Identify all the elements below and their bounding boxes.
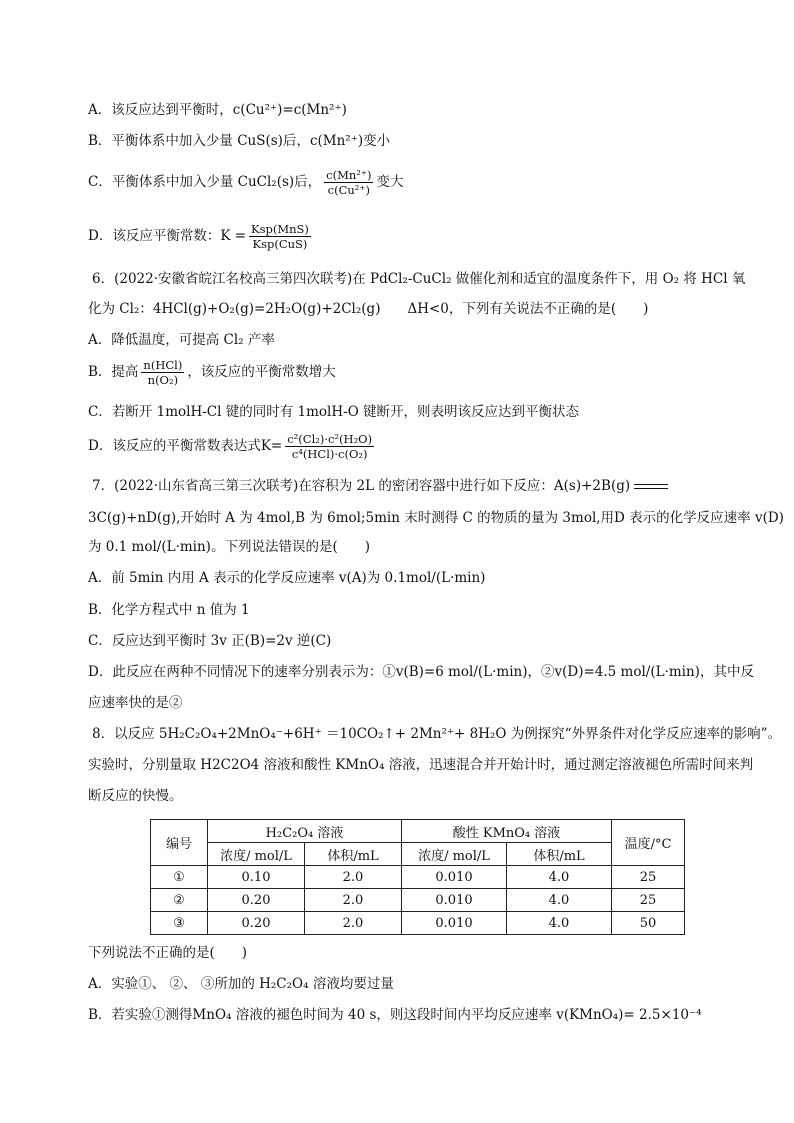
q6-option-d bbox=[88, 432, 377, 461]
q8-stem-line1: 8．以反应 5H₂C₂O₄+2MnO₄⁻+6H⁺ ＝10CO₂↑+ 2Mn²⁺+ 8H₂O 为例探究“外界条件对化学反应速率的影响”。 bbox=[92, 726, 782, 742]
equilibrium-arrow-icon bbox=[634, 483, 668, 491]
q5-option-c-tail: 变大 bbox=[376, 174, 404, 190]
q8-option-a: A．实验①、 ②、 ③所加的 H₂C₂O₄ 溶液均要过量 bbox=[88, 976, 394, 992]
table-cell: 0.10 bbox=[208, 866, 305, 889]
table-cell: 4.0 bbox=[507, 889, 612, 912]
table-subheader-conc: 浓度/ mol/L bbox=[208, 843, 305, 866]
q8-option-b: B．若实验①测得MnO₄ 溶液的褪色时间为 40 s，则这段时间内平均反应速率 v(KMnO₄)= 2.5×10⁻⁴ bbox=[88, 1007, 702, 1023]
q6-stem-line2: 化为 Cl₂：4HCl(g)+O₂(g)=2H₂O(g)+2Cl₂(g) ΔH<0，下列有关说法不正确的是( ) bbox=[88, 301, 649, 317]
table-subheader-row bbox=[151, 843, 685, 866]
fraction-denominator: c(Cu²⁺) bbox=[327, 183, 370, 197]
table-cell: 0.20 bbox=[208, 912, 305, 935]
table-header-temperature: 温度/°C bbox=[612, 820, 685, 866]
table-cell: 4.0 bbox=[507, 912, 612, 935]
table-cell: 0.010 bbox=[402, 912, 507, 935]
table-subheader-vol: 体积/mL bbox=[507, 843, 612, 866]
table-cell: 25 bbox=[612, 866, 685, 889]
q5-option-b: B．平衡体系中加入少量 CuS(s)后，c(Mn²⁺)变小 bbox=[88, 133, 391, 149]
q8-stem-line2: 实验时，分别量取 H2C2O4 溶液和酸性 KMnO₄ 溶液，迅速混合并开始计时，通过测定溶液褪色所需时间来判 bbox=[88, 757, 754, 773]
q6-option-c: C．若断开 1molH-Cl 键的同时有 1molH-O 键断开，则表明该反应达到平衡状态 bbox=[88, 404, 580, 420]
q7-option-a: A．前 5min 内用 A 表示的化学反应速率 v(A)为 0.1mol/(L·min) bbox=[88, 570, 486, 586]
q5-option-d bbox=[88, 222, 314, 251]
q6-option-b-fraction bbox=[141, 358, 184, 387]
table-cell-id: ② bbox=[151, 889, 208, 912]
q6-option-a: A．降低温度，可提高 Cl₂ 产率 bbox=[88, 332, 275, 348]
table-subheader-vol: 体积/mL bbox=[305, 843, 402, 866]
table-header-kmno4: 酸性 KMnO₄ 溶液 bbox=[402, 820, 612, 843]
table-row bbox=[151, 889, 685, 912]
table-cell: 25 bbox=[612, 889, 685, 912]
q5-option-a: A．该反应达到平衡时，c(Cu²⁺)=c(Mn²⁺) bbox=[88, 102, 347, 118]
q6-option-b bbox=[88, 358, 336, 387]
fraction-numerator: n(HCl) bbox=[143, 358, 183, 372]
table-cell: 2.0 bbox=[305, 912, 402, 935]
fraction-numerator: c²(Cl₂)·c²(H₂O) bbox=[287, 432, 373, 446]
table-subheader-conc: 浓度/ mol/L bbox=[402, 843, 507, 866]
table-cell: 2.0 bbox=[305, 889, 402, 912]
table-cell: 0.010 bbox=[402, 889, 507, 912]
q7-stem-line2: 3C(g)+nD(g),开始时 A 为 4mol,B 为 6mol;5min 末时测得 C 的物质的量为 3mol,用D 表示的化学反应速率 v(D) bbox=[88, 510, 784, 526]
experiment-table bbox=[150, 819, 685, 935]
q6-option-d-fraction bbox=[285, 432, 374, 461]
table-cell-id: ① bbox=[151, 866, 208, 889]
q7-stem-line3: 为 0.1 mol/(L·min)。下列说法错误的是( ) bbox=[88, 539, 370, 555]
q7-option-d-line2: 应速率快的是② bbox=[88, 695, 183, 711]
table-cell-id: ③ bbox=[151, 912, 208, 935]
q5-option-c-fraction bbox=[324, 168, 373, 197]
fraction-denominator: c⁴(HCl)·c(O₂) bbox=[291, 447, 368, 461]
q5-option-c-text: C．平衡体系中加入少量 CuCl₂(s)后， bbox=[88, 174, 322, 190]
q5-option-c bbox=[88, 168, 403, 197]
fraction-numerator: Ksp(MnS) bbox=[251, 222, 309, 236]
table-cell: 0.010 bbox=[402, 866, 507, 889]
q7-option-c: C．反应达到平衡时 3v 正(B)=2v 逆(C) bbox=[88, 633, 332, 649]
q6-stem-line1: 6．(2022·安徽省皖江名校高三第四次联考)在 PdCl₂-CuCl₂ 做催化剂和适宜的温度条件下，用 O₂ 将 HCl 氧 bbox=[92, 271, 746, 287]
table-cell: 4.0 bbox=[507, 866, 612, 889]
q7-option-d-line1: D．此反应在两种不同情况下的速率分别表示为：①v(B)=6 mol/(L·min)，②v(D)=4.5 mol/(L·min)，其中反 bbox=[88, 664, 754, 680]
fraction-denominator: Ksp(CuS) bbox=[252, 237, 308, 251]
table-header-h2c2o4: H₂C₂O₄ 溶液 bbox=[208, 820, 402, 843]
table-header-id: 编号 bbox=[151, 820, 208, 866]
table-row bbox=[151, 866, 685, 889]
table-row bbox=[151, 912, 685, 935]
q7-option-b: B．化学方程式中 n 值为 1 bbox=[88, 602, 250, 618]
q6-option-b-text: B．提高 bbox=[88, 364, 139, 380]
q6-option-b-tail: ，该反应的平衡常数增大 bbox=[187, 364, 336, 380]
q6-option-d-text: D．该反应的平衡常数表达式K= bbox=[88, 438, 283, 454]
q8-stem-line3: 断反应的快慢。 bbox=[88, 788, 183, 804]
q5-option-d-text: D．该反应平衡常数：K = bbox=[88, 228, 247, 244]
table-header-row bbox=[151, 820, 685, 843]
table-cell: 0.20 bbox=[208, 889, 305, 912]
table-cell: 50 bbox=[612, 912, 685, 935]
q7-stem-line1 bbox=[92, 477, 672, 495]
q7-stem-text: 7．(2022·山东省高三第三次联考)在容积为 2L 的密闭容器中进行如下反应：A(s)+2B(g) bbox=[92, 478, 631, 494]
fraction-denominator: n(O₂) bbox=[147, 373, 179, 387]
fraction-numerator: c(Mn²⁺) bbox=[326, 168, 372, 182]
q5-option-d-fraction bbox=[249, 222, 311, 251]
q8-question: 下列说法不正确的是( ) bbox=[88, 945, 248, 961]
table-cell: 2.0 bbox=[305, 866, 402, 889]
